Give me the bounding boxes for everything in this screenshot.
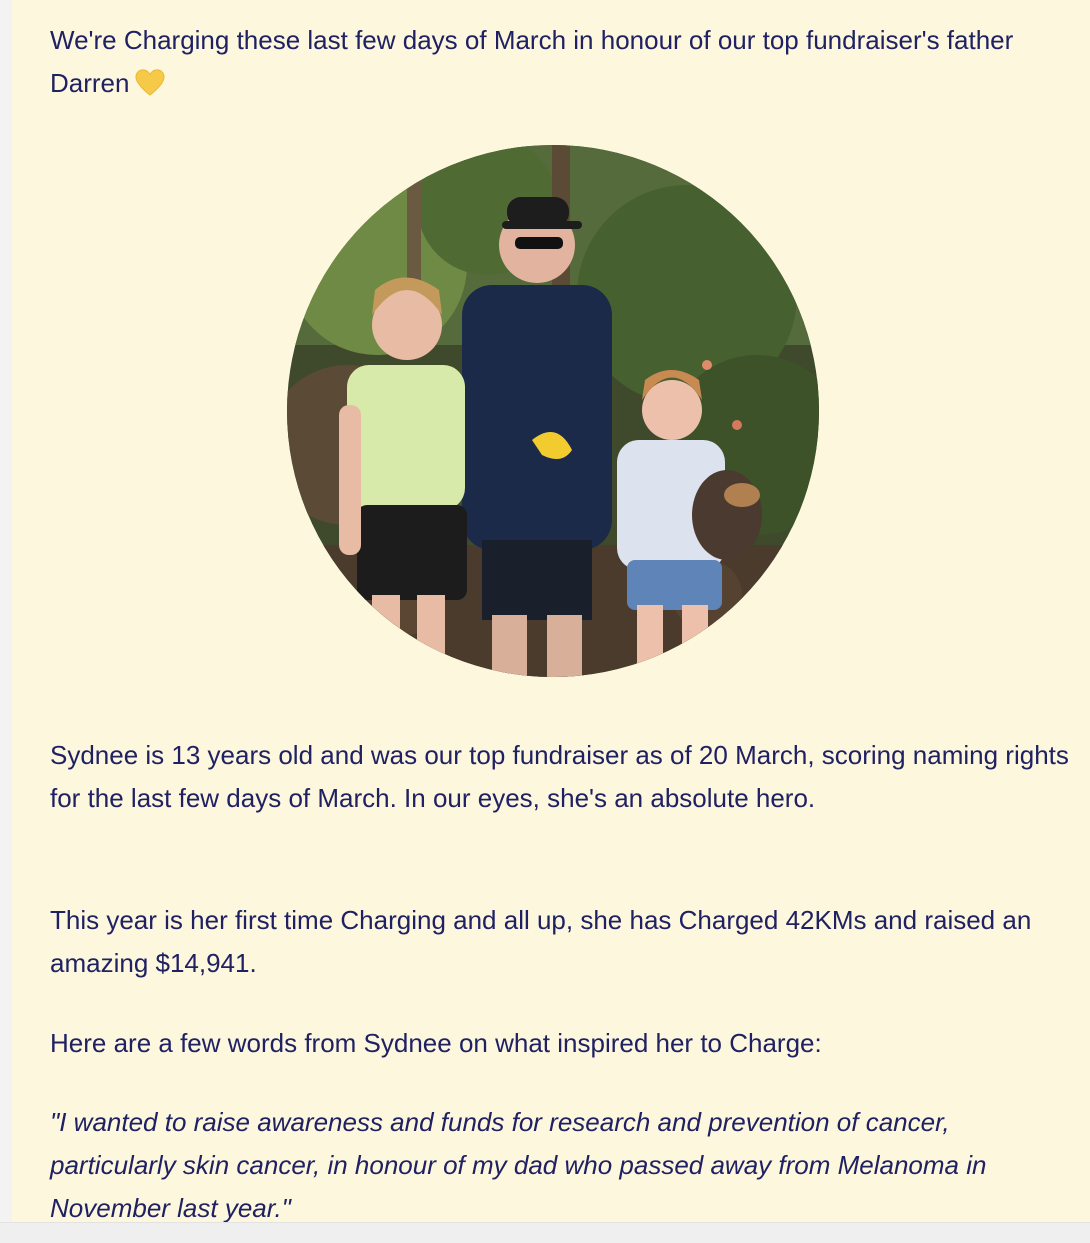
paragraph-top-fundraiser: Sydnee is 13 years old and was our top fundraiser as of 20 March, scoring naming rights for the last few days of March. In our eyes, she's an absolute hero. <box>50 740 1069 813</box>
sydnee-quote: "I wanted to raise awareness and funds for research and prevention of cancer, particularly skin cancer, in honour of my dad who passed away from Melanoma in November last year." <box>50 1107 987 1222</box>
yellow-heart-icon <box>135 68 165 98</box>
email-body <box>12 0 1090 1222</box>
paragraph-quote-intro: Here are a few words from Sydnee on what inspired her to Charge: <box>50 1028 822 1058</box>
intro-text <box>50 19 1070 105</box>
bottom-scroll-bar <box>0 1222 1090 1243</box>
paragraph-fundraising-stats: This year is her first time Charging and all up, she has Charged 42KMs and raised an amazing $14,941. <box>50 905 1032 978</box>
profile-photo <box>287 145 819 677</box>
intro-text-content: We're Charging these last few days of March in honour of our top fundraiser's father Darren <box>50 25 1014 98</box>
